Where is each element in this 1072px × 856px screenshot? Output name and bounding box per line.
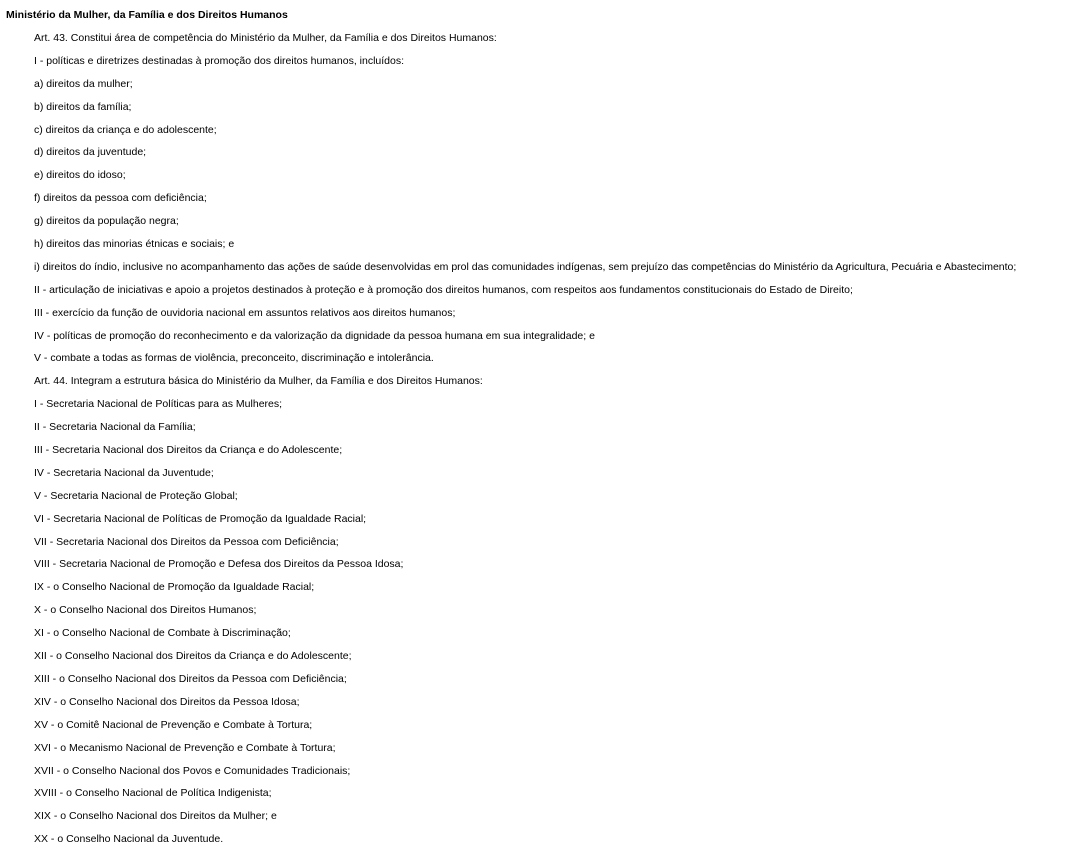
text-line: Art. 43. Constitui área de competência do Ministério da Mulher, da Família e dos Direitos Humanos: <box>34 32 497 44</box>
text-line: e) direitos do idoso; <box>34 169 126 182</box>
text-line: XII - o Conselho Nacional dos Direitos da Criança e do Adolescente; <box>34 650 352 663</box>
text-line: I - políticas e diretrizes destinadas à promoção dos direitos humanos, incluídos: <box>34 54 405 67</box>
text-line: XIII - o Conselho Nacional dos Direitos da Pessoa com Deficiência; <box>34 672 347 685</box>
text-line: XIV - o Conselho Nacional dos Direitos da Pessoa Idosa; <box>34 695 300 708</box>
text-line: i) direitos do índio, inclusive no acompanhamento das ações de saúde desenvolvidas em prol das comunidades indígenas, sem prejuízo das competências do Ministério da Agricultura, Pecuária e Abastecimento; <box>34 260 1017 273</box>
text-line: IX - o Conselho Nacional de Promoção da Igualdade Racial; <box>34 581 315 594</box>
text-line: Art. 44. Integram a estrutura básica do Ministério da Mulher, da Família e dos Direitos Humanos: <box>34 375 483 388</box>
text-line: a) direitos da mulher; <box>34 77 133 90</box>
text-line: XVII - o Conselho Nacional dos Povos e Comunidades Tradicionais; <box>34 764 351 777</box>
text-line: d) direitos da juventude; <box>34 146 147 159</box>
text-line: VIII - Secretaria Nacional de Promoção e Defesa dos Direitos da Pessoa Idosa; <box>34 558 404 571</box>
text-line: XIX - o Conselho Nacional dos Direitos da Mulher; e <box>34 810 277 823</box>
text-line: XV - o Comitê Nacional de Prevenção e Combate à Tortura; <box>34 718 313 731</box>
text-line: f) direitos da pessoa com deficiência; <box>34 192 207 205</box>
text-line: h) direitos das minorias étnicas e sociais; e <box>34 238 235 251</box>
ministry-title: Ministério da Mulher, da Família e dos Direitos Humanos <box>6 9 288 21</box>
text-line: I - Secretaria Nacional de Políticas para as Mulheres; <box>34 398 283 411</box>
text-line: XX - o Conselho Nacional da Juventude. <box>34 833 224 846</box>
text-line: XVI - o Mecanismo Nacional de Prevenção e Combate à Tortura; <box>34 741 336 754</box>
text-line: III - Secretaria Nacional dos Direitos da Criança e do Adolescente; <box>34 444 343 457</box>
text-line: g) direitos da população negra; <box>34 215 179 228</box>
text-line: IV - Secretaria Nacional da Juventude; <box>34 466 214 479</box>
text-line: VII - Secretaria Nacional dos Direitos da Pessoa com Deficiência; <box>34 535 339 548</box>
text-line: IV - políticas de promoção do reconhecimento e da valorização da dignidade da pessoa humana em sua integralidade; e <box>34 329 595 342</box>
text-line: b) direitos da família; <box>34 100 132 113</box>
text-line: XVIII - o Conselho Nacional de Política Indigenista; <box>34 787 272 800</box>
text-line: c) direitos da criança e do adolescente; <box>34 123 217 136</box>
article-lines <box>34 32 1016 856</box>
text-line: VI - Secretaria Nacional de Políticas de Promoção da Igualdade Racial; <box>34 512 367 525</box>
text-line: V - Secretaria Nacional de Proteção Global; <box>34 489 238 502</box>
text-line: V - combate a todas as formas de violência, preconceito, discriminação e intolerância. <box>34 352 434 365</box>
text-line: II - Secretaria Nacional da Família; <box>34 421 196 434</box>
text-line: III - exercício da função de ouvidoria nacional em assuntos relativos aos direitos humanos; <box>34 306 456 319</box>
text-line: II - articulação de iniciativas e apoio a projetos destinados à proteção e à promoção dos direitos humanos, com respeitos aos fundamentos constitucionais do Estado de Direito; <box>34 283 853 296</box>
text-line: XI - o Conselho Nacional de Combate à Discriminação; <box>34 627 291 640</box>
text-line: X - o Conselho Nacional dos Direitos Humanos; <box>34 604 257 617</box>
